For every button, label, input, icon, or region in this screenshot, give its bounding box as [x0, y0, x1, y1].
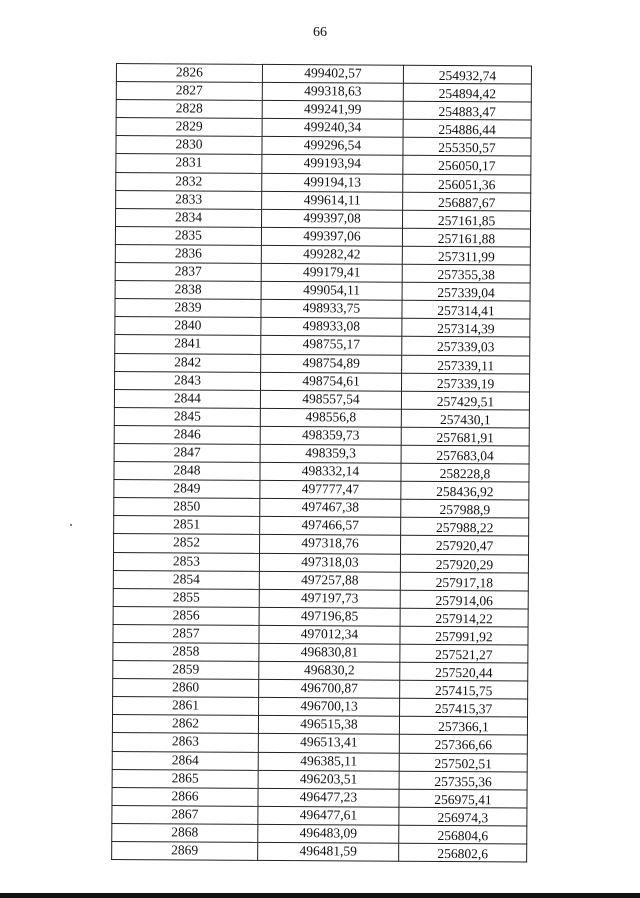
point-number-cell: 2844	[114, 389, 260, 408]
x-coordinate-cell: 498933,08	[261, 318, 402, 337]
y-coordinate-value: 257311,99	[437, 248, 495, 265]
point-number-cell: 2829	[116, 118, 262, 137]
y-coordinate-cell	[401, 518, 529, 537]
y-coordinate-cell	[400, 608, 528, 627]
y-coordinate-cell	[400, 572, 528, 591]
y-coordinate-value: 257920,47	[435, 538, 494, 554]
y-coordinate-cell	[401, 391, 529, 410]
y-coordinate-value: 257429,51	[436, 393, 495, 410]
point-number-cell: 2842	[115, 353, 261, 372]
y-coordinate-cell	[399, 753, 527, 772]
x-coordinate-cell: 499318,63	[262, 82, 403, 101]
y-coordinate-value: 257314,39	[437, 321, 495, 337]
x-coordinate-cell: 499397,08	[261, 209, 402, 228]
coordinates-table-body	[112, 64, 532, 863]
x-coordinate-cell: 498754,61	[261, 372, 402, 391]
y-coordinate-value: 256974,3	[437, 809, 489, 826]
point-number-cell: 2841	[115, 335, 261, 354]
point-number-cell: 2843	[115, 371, 261, 390]
y-coordinate-value: 257366,66	[434, 737, 493, 753]
x-coordinate-cell: 498933,75	[261, 300, 402, 319]
x-coordinate-cell: 496483,09	[258, 824, 399, 843]
x-coordinate-cell: 498359,3	[260, 444, 401, 463]
x-coordinate-cell: 496481,59	[258, 842, 399, 861]
y-coordinate-value: 257988,22	[435, 520, 494, 536]
y-coordinate-cell	[403, 156, 531, 175]
y-coordinate-value: 257502,51	[434, 755, 492, 771]
y-coordinate-value: 257988,9	[439, 502, 491, 518]
y-coordinate-cell	[399, 717, 527, 736]
y-coordinate-value: 256051,36	[438, 176, 496, 192]
point-number-cell: 2857	[113, 624, 259, 643]
y-coordinate-cell	[400, 680, 528, 699]
y-coordinate-value: 256050,17	[438, 158, 496, 174]
x-coordinate-cell: 499240,34	[262, 119, 403, 138]
x-coordinate-cell: 498557,54	[260, 390, 401, 409]
y-coordinate-cell	[399, 825, 527, 844]
y-coordinate-cell	[403, 192, 531, 211]
point-number-cell: 2845	[114, 407, 260, 426]
y-coordinate-cell	[403, 120, 531, 139]
y-coordinate-value: 254883,47	[438, 104, 496, 120]
x-coordinate-cell: 497197,73	[259, 589, 400, 608]
x-coordinate-cell: 497318,76	[260, 535, 401, 554]
y-coordinate-cell	[402, 373, 530, 392]
point-number-cell: 2828	[116, 100, 262, 119]
y-coordinate-value: 257355,36	[434, 773, 492, 789]
point-number-cell: 2826	[116, 64, 262, 83]
y-coordinate-value: 257339,03	[437, 339, 495, 355]
point-number-cell: 2835	[115, 226, 261, 245]
y-coordinate-cell	[401, 445, 529, 464]
point-number-cell: 2865	[112, 769, 258, 788]
x-coordinate-cell: 496513,41	[258, 734, 399, 753]
y-coordinate-value: 257920,29	[435, 556, 494, 572]
x-coordinate-cell: 498754,89	[261, 354, 402, 373]
x-coordinate-cell: 499194,13	[262, 173, 403, 192]
x-coordinate-cell: 496700,87	[259, 680, 400, 699]
y-coordinate-value: 257681,91	[436, 429, 494, 446]
point-number-cell: 2869	[112, 842, 258, 861]
point-number-cell: 2847	[114, 443, 260, 462]
y-coordinate-cell	[400, 590, 528, 609]
point-number-cell: 2837	[115, 263, 261, 282]
y-coordinate-cell	[401, 409, 529, 428]
x-coordinate-cell: 499296,54	[262, 137, 403, 156]
y-coordinate-value: 256802,6	[437, 846, 489, 862]
y-coordinate-cell	[400, 644, 528, 663]
x-coordinate-cell: 497467,38	[260, 499, 401, 518]
point-number-cell: 2833	[116, 190, 262, 209]
point-number-cell: 2854	[113, 570, 259, 589]
y-coordinate-value: 256975,41	[434, 791, 492, 808]
point-number-cell: 2855	[113, 588, 259, 607]
x-coordinate-cell: 497318,03	[259, 553, 400, 572]
point-number-cell: 2862	[112, 715, 258, 734]
x-coordinate-cell: 496830,2	[259, 661, 400, 680]
point-number-cell: 2827	[116, 82, 262, 101]
y-coordinate-cell	[402, 319, 530, 338]
y-coordinate-cell	[402, 282, 530, 301]
scan-speck	[70, 524, 72, 526]
x-coordinate-cell: 497466,57	[260, 517, 401, 536]
y-coordinate-value: 258228,8	[439, 466, 491, 482]
point-number-cell: 2853	[113, 552, 259, 571]
y-coordinate-value: 257161,85	[437, 212, 496, 229]
x-coordinate-cell: 499179,41	[261, 263, 402, 282]
coordinates-table	[111, 63, 532, 863]
y-coordinate-value: 257339,19	[436, 375, 495, 391]
y-coordinate-value: 257521,27	[435, 646, 493, 663]
point-number-cell: 2840	[115, 317, 261, 336]
y-coordinate-cell	[401, 499, 529, 518]
y-coordinate-value: 257161,88	[437, 230, 496, 247]
point-number-cell: 2859	[113, 661, 259, 680]
x-coordinate-cell: 497196,85	[259, 607, 400, 626]
y-coordinate-cell	[403, 174, 531, 193]
y-coordinate-cell	[402, 300, 530, 319]
x-coordinate-cell: 498755,17	[261, 336, 402, 355]
y-coordinate-cell	[403, 83, 531, 102]
x-coordinate-cell: 499193,94	[262, 155, 403, 174]
y-coordinate-value: 257917,18	[435, 574, 494, 590]
y-coordinate-value: 256887,67	[437, 194, 496, 210]
point-number-cell: 2868	[112, 823, 258, 842]
y-coordinate-value: 257991,92	[435, 628, 493, 645]
x-coordinate-cell: 497012,34	[259, 625, 400, 644]
x-coordinate-cell: 499241,99	[262, 101, 403, 120]
x-coordinate-cell: 498359,73	[260, 426, 401, 445]
y-coordinate-cell	[400, 554, 528, 573]
y-coordinate-cell	[402, 264, 530, 283]
x-coordinate-cell: 498332,14	[260, 462, 401, 481]
y-coordinate-cell	[401, 427, 529, 446]
point-number-cell: 2858	[113, 642, 259, 661]
y-coordinate-value: 257339,04	[437, 285, 495, 301]
y-coordinate-value: 257339,11	[437, 357, 495, 373]
point-number-cell: 2832	[116, 172, 262, 191]
y-coordinate-cell	[401, 481, 529, 500]
y-coordinate-value: 254932,74	[438, 67, 497, 84]
point-number-cell: 2836	[115, 244, 261, 263]
y-coordinate-cell	[402, 355, 530, 374]
y-coordinate-cell	[400, 626, 528, 645]
y-coordinate-cell	[399, 843, 527, 862]
y-coordinate-value: 257914,22	[435, 610, 493, 627]
y-coordinate-value: 257683,04	[436, 447, 494, 464]
y-coordinate-value: 257914,06	[435, 592, 493, 609]
x-coordinate-cell: 499614,11	[262, 191, 403, 210]
y-coordinate-value: 254894,42	[438, 86, 497, 102]
y-coordinate-cell	[399, 789, 527, 808]
point-number-cell: 2851	[114, 516, 260, 535]
point-number-cell: 2831	[116, 154, 262, 173]
x-coordinate-cell: 499282,42	[261, 245, 402, 264]
point-number-cell: 2849	[114, 480, 260, 499]
x-coordinate-cell: 496477,61	[258, 806, 399, 825]
point-number-cell: 2863	[112, 733, 258, 752]
x-coordinate-cell: 499402,57	[262, 64, 403, 83]
scan-bottom-edge	[0, 893, 640, 898]
x-coordinate-cell: 496477,23	[258, 788, 399, 807]
x-coordinate-cell: 497777,47	[260, 481, 401, 500]
y-coordinate-cell	[399, 807, 527, 826]
y-coordinate-cell	[402, 337, 530, 356]
point-number-cell: 2834	[116, 208, 262, 227]
x-coordinate-cell: 499054,11	[261, 282, 402, 301]
y-coordinate-value: 257355,38	[437, 266, 495, 283]
y-coordinate-value: 257415,37	[434, 701, 493, 717]
y-coordinate-cell	[403, 101, 531, 120]
y-coordinate-value: 258436,92	[436, 484, 494, 500]
x-coordinate-cell: 496515,38	[258, 716, 399, 735]
point-number-cell: 2839	[115, 299, 261, 318]
x-coordinate-cell: 497257,88	[259, 571, 400, 590]
y-coordinate-value: 256804,6	[437, 827, 489, 844]
point-number-cell: 2852	[114, 534, 260, 553]
point-number-cell: 2866	[112, 787, 258, 806]
page-number: 66	[313, 25, 327, 40]
y-coordinate-cell	[401, 463, 529, 482]
y-coordinate-cell	[402, 246, 530, 265]
point-number-cell: 2848	[114, 462, 260, 481]
y-coordinate-cell	[401, 536, 529, 555]
point-number-cell: 2850	[114, 498, 260, 517]
x-coordinate-cell: 496203,51	[258, 770, 399, 789]
y-coordinate-value: 257520,44	[435, 665, 493, 681]
x-coordinate-cell: 496385,11	[258, 752, 399, 771]
point-number-cell: 2861	[113, 697, 259, 716]
point-number-cell: 2864	[112, 751, 258, 770]
point-number-cell: 2856	[113, 606, 259, 625]
x-coordinate-cell: 496830,81	[259, 643, 400, 662]
y-coordinate-value: 257314,41	[437, 303, 495, 319]
x-coordinate-cell: 499397,06	[261, 227, 402, 246]
y-coordinate-cell	[403, 65, 531, 84]
y-coordinate-value: 257366,1	[438, 719, 489, 735]
point-number-cell: 2830	[116, 136, 262, 155]
x-coordinate-cell: 496700,13	[259, 698, 400, 717]
point-number-cell: 2860	[113, 679, 259, 698]
x-coordinate-cell: 498556,8	[260, 408, 401, 427]
y-coordinate-cell	[400, 699, 528, 718]
y-coordinate-value: 254886,44	[438, 122, 496, 138]
y-coordinate-cell	[400, 662, 528, 681]
y-coordinate-cell	[403, 138, 531, 157]
table-row	[112, 842, 527, 863]
point-number-cell: 2838	[115, 281, 261, 300]
point-number-cell: 2846	[114, 425, 260, 444]
y-coordinate-cell	[402, 210, 530, 229]
y-coordinate-cell	[399, 771, 527, 790]
y-coordinate-value: 257430,1	[439, 411, 491, 428]
point-number-cell: 2867	[112, 805, 258, 824]
y-coordinate-cell	[399, 735, 527, 754]
y-coordinate-value: 257415,75	[434, 683, 493, 699]
y-coordinate-cell	[402, 228, 530, 247]
y-coordinate-value: 255350,57	[438, 140, 496, 156]
